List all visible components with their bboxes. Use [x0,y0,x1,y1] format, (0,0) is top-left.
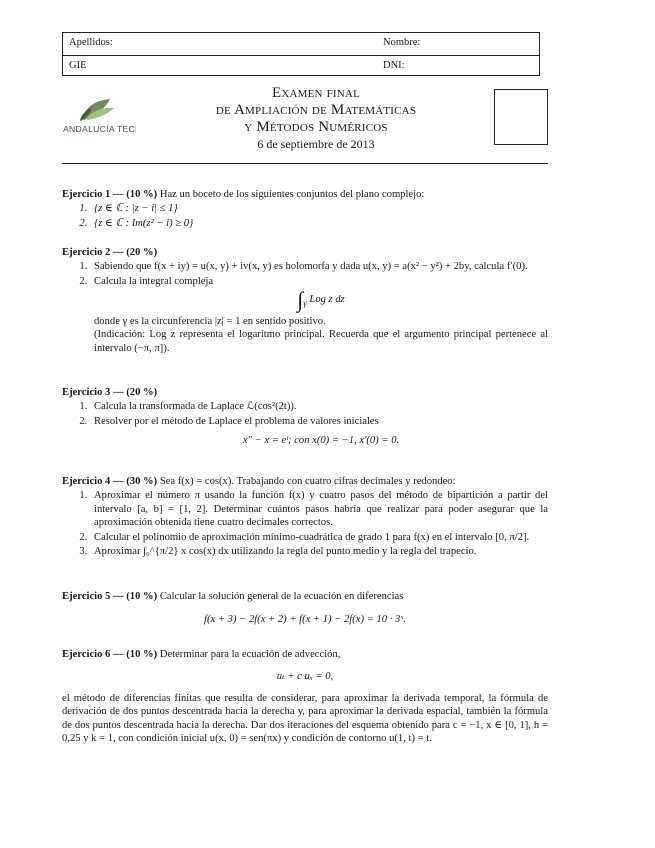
exercise-5-intro: Calcular la solución general de la ecuación en diferencias [159,591,404,602]
exercise-5-heading [62,590,548,603]
exercise-5-weight: (10 %) [126,591,158,602]
exercise-3-item-2 [90,415,548,448]
exercise-6-label: Ejercicio 6 — [62,649,124,660]
exercise-6-equation: uₜ + c uₓ = 0, [276,671,334,683]
grade-box [494,89,548,145]
exercise-2-where: donde γ es la circunferencia |z| = 1 en sentido positivo. [94,315,326,327]
exam-title [160,85,472,153]
exercise-2-label: Ejercicio 2 — [62,247,124,258]
exercise-6 [62,648,548,745]
logo-leaf-icon [62,97,136,137]
exercise-2-hint: (Indicación: Log z representa el logaritmo principal. Recuerda que el argumento principal pertenece al intervalo (−π, π]). [94,329,548,354]
exercise-3-item-1: 1. Calcula la transformada de Laplace ℒ(cos²(2t)). [90,400,548,413]
exercise-2 [62,246,548,356]
exercise-4-item-2: 2. Calcular el polinomio de aproximación mínimo-cuadrática de grado 1 para f(x) en el intervalo [0, π/2]. [90,531,548,544]
student-id-table [62,32,540,76]
exercise-3-label: Ejercicio 3 — [62,387,124,398]
exercise-2-heading [62,246,548,259]
title-line-2: de Ampliación de Matemáticas [215,102,417,118]
exercise-4-intro: Sea f(x) = cos(x). Trabajando con cuatro cifras decimales y redondeo: [159,476,456,487]
integral-expression: Log z dz [309,294,345,306]
id-row-group [63,55,539,78]
exercise-1 [62,188,548,231]
exercise-3-item-2-text: Resolver por el método de Laplace el problema de valores iniciales [94,415,379,427]
exercise-3-weight: (20 %) [126,387,158,398]
exercise-6-body: el método de diferencias finitas que resulta de considerar, para aproximar la derivada temporal, la fórmula de derivación de dos puntos descentrada hacia la derecha y, para aproximar la derivada espacial, también la fórmula de dos puntos descentrada hacia la derecha. Dar dos iteraciones del esquema obtenido para c = −1, x ∈ [0, 1], h = 0,25 y k = 1, con condición inicial u(x, 0) = sen(πx) y condición de contorno u(1, t) = t. [62,692,548,745]
apellidos-label: Apellidos: [69,37,113,48]
exercise-4-label: Ejercicio 4 — [62,476,124,487]
exercise-4 [62,475,548,559]
exercise-4-heading [62,475,548,488]
exercise-3 [62,386,548,453]
exercise-1-intro: Haz un boceto de los siguientes conjuntos del plano complejo: [159,189,425,200]
exercise-4-weight: (30 %) [126,476,158,487]
header-divider [62,163,548,164]
andalucia-tech-logo [62,97,136,137]
dni-label: DNI: [383,60,405,71]
gie-label: GIE [69,60,87,71]
exercise-4-item-1: 1. Aproximar el número π usando la función f(x) y cuatro pasos del método de bipartición a partir del intervalo [a, b] = [1, 2]. Determinar cuántos pasos habría que realizar para poder asegurar que la aproximación obtenida tiene cuatro decimales correctos. [90,489,548,529]
exercise-1-weight: (10 %) [126,189,158,200]
exercise-5 [62,590,548,632]
exercise-4-item-3: 3. Aproximar ∫₀^{π/2} x cos(x) dx utilizando la regla del punto medio y la regla del trapecio. [90,545,548,558]
id-row-names [63,33,539,55]
exercise-2-item-2-text: Calcula la integral compleja [94,275,214,287]
svg-text:ANDALUCÍA TECH: ANDALUCÍA TECH [63,124,136,134]
exercise-2-integral [94,287,548,313]
exercise-1-item-2: 2. {z ∈ ℂ : Im(z² − i) ≥ 0} [90,217,548,230]
exercise-3-heading [62,386,548,399]
exercise-5-equation: f(x + 3) − 2f(x + 2) + f(x + 1) − 2f(x) = 10 · 3ˣ. [204,614,406,626]
exercise-6-intro: Determinar para la ecuación de advección, [159,649,341,660]
exercise-1-heading [62,188,548,201]
exercise-3-equation: x″ − x = eᵗ; con x(0) = −1, x′(0) = 0. [242,435,400,447]
title-line-3: y Métodos Numéricos [244,119,388,135]
exercise-5-label: Ejercicio 5 — [62,591,124,602]
exercise-1-label: Ejercicio 1 — [62,189,124,200]
exercise-6-weight: (10 %) [126,649,158,660]
nombre-label: Nombre: [383,37,421,48]
exercise-2-item-1: 1. Sabiendo que f(x + iy) = u(x, y) + iv(x, y) es holomorfa y dada u(x, y) = a(x² − y²) + 2by, calcula f′(0). [90,260,548,273]
title-line-1: Examen final [271,85,361,101]
integral-contour: γ [303,297,307,308]
exercise-6-heading [62,648,548,661]
exercise-2-weight: (20 %) [126,247,158,258]
exam-date: 6 de septiembre de 2013 [257,137,375,151]
exercise-1-item-1: 1. {z ∈ ℂ : |z − i| ≤ 1} [90,202,548,215]
exercise-2-item-2 [90,275,548,355]
integral-sign-icon: ∫ [297,287,304,313]
